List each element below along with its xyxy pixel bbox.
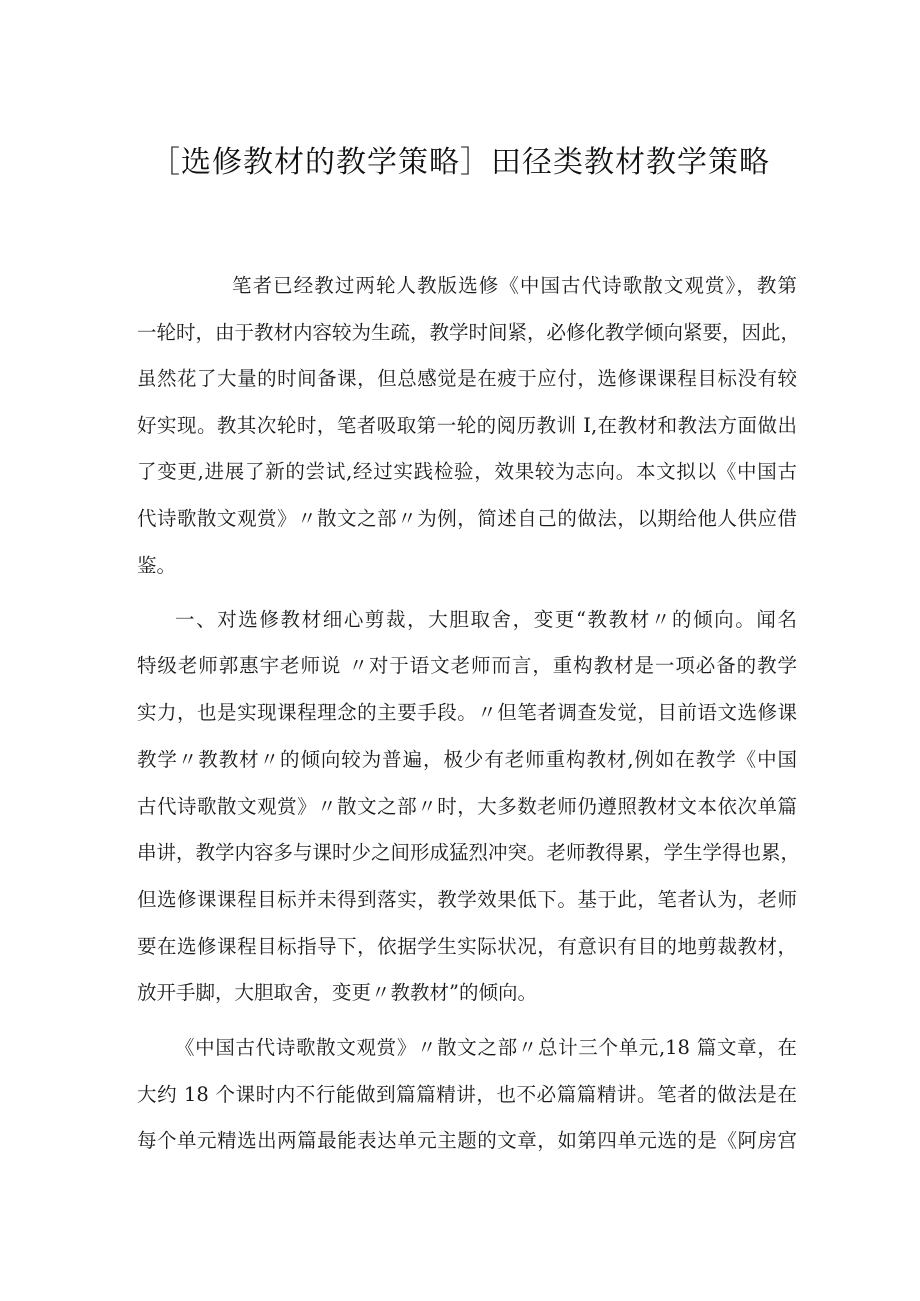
paragraph-1-line-3: 虽然花了大量的时间备课，但总感觉是在疲于应付，选修课课程目标没有较 <box>137 367 797 390</box>
paragraph-2-line-1: 一、对选修教材细心剪裁，大胆取舍，变更“教教材〃的倾向。闻名 <box>175 608 797 631</box>
paragraph-1-line-7: 鉴。 <box>137 554 177 577</box>
paragraph-2-line-5: 古代诗歌散文观赏》〃散文之部〃时，大多数老师仍遵照教材文本依次单篇 <box>137 795 797 818</box>
paragraph-1-line-4: 好实现。教其次轮时，笔者吸取第一轮的阅历教训 I,在教材和教法方面做出 <box>137 414 797 437</box>
paragraph-2-line-2: 特级老师郭惠宇老师说 〃对于语文老师而言，重构教材是一项必备的教学 <box>137 654 797 677</box>
document-title: ［选修教材的教学策略］田径类教材教学策略 <box>150 145 770 180</box>
paragraph-3-line-2: 大约 18 个课时内不行能做到篇篇精讲，也不必篇篇精讲。笔者的做法是在 <box>137 1083 797 1106</box>
paragraph-1-line-5: 了变更,进展了新的尝试,经过实践检验，效果较为志向。本文拟以《中国古 <box>137 460 797 483</box>
paragraph-2-line-9: 放开手脚，大胆取舍，变更〃教教材”的倾向。 <box>137 981 537 1004</box>
paragraph-1-line-6: 代诗歌散文观赏》〃散文之部〃为例，简述自己的做法，以期给他人供应借 <box>137 507 797 530</box>
paragraph-1-line-2: 一轮时，由于教材内容较为生疏，教学时间紧，必修化教学倾向紧要，因此， <box>137 321 801 344</box>
paragraph-2-line-8: 要在选修课程目标指导下，依据学生实际状况，有意识有目的地剪裁教材， <box>137 935 797 958</box>
paragraph-3-line-1: 《中国古代诗歌散文观赏》〃散文之部〃总计三个单元,18 篇文章，在 <box>175 1036 797 1059</box>
paragraph-2-line-7: 但选修课课程目标并未得到落实，教学效果低下。基于此，笔者认为，老师 <box>137 888 797 911</box>
paragraph-3-line-3: 每个单元精选出两篇最能表达单元主题的文章，如第四单元选的是《阿房宫 <box>137 1129 797 1152</box>
paragraph-2-line-6: 串讲，教学内容多与课时少之间形成猛烈冲突。老师教得累，学生学得也累， <box>137 841 801 864</box>
paragraph-2-line-4: 教学〃教教材〃的倾向较为普遍，极少有老师重构教材,例如在教学《中国 <box>137 748 797 771</box>
paragraph-2-line-3: 实力，也是实现课程理念的主要手段。〃但笔者调查发觉，目前语文选修课 <box>137 701 797 724</box>
paragraph-1-line-1: 笔者已经教过两轮人教版选修《中国古代诗歌散文观赏》，教第 <box>232 274 797 297</box>
